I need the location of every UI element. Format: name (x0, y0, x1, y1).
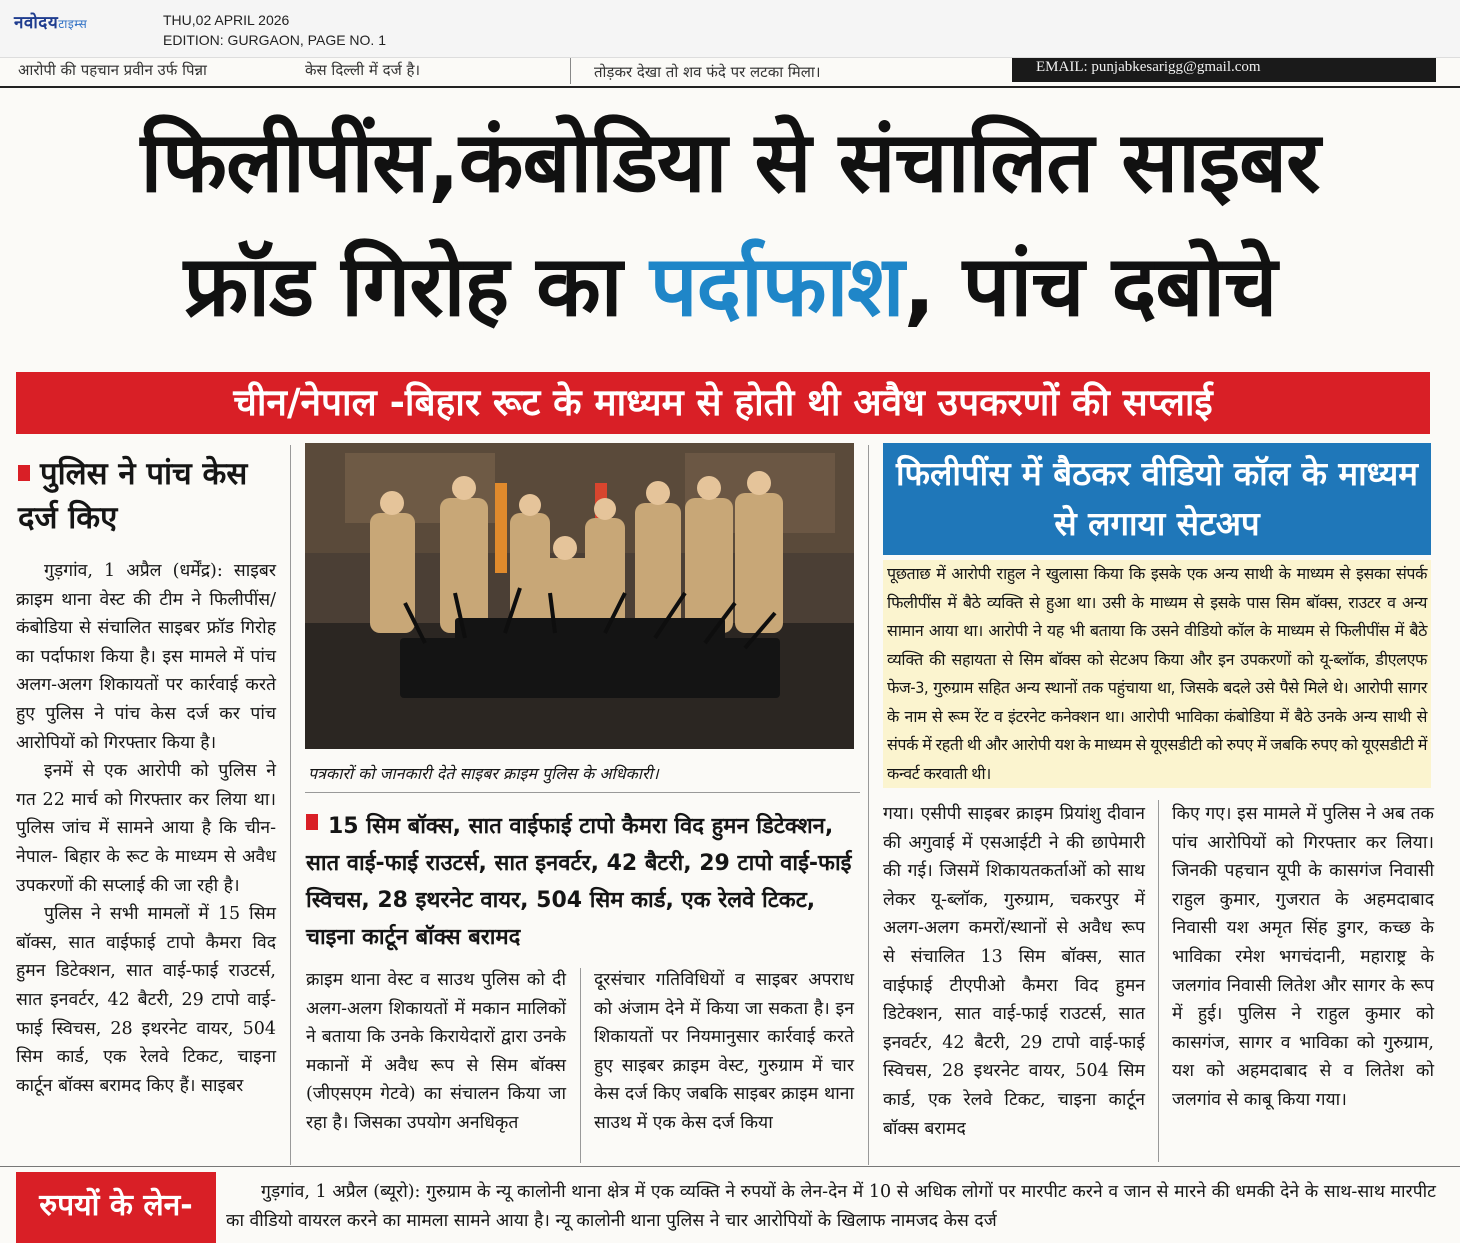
column-divider-1 (290, 445, 291, 1165)
police-officers-photo (305, 443, 854, 749)
caption-rule (305, 792, 860, 793)
headline-line-1: फिलीपींस,कंबोडिया से संचालित साइबर (140, 113, 1320, 211)
right-column-a (883, 800, 1145, 1143)
column-divider-4 (1158, 800, 1159, 1162)
clip-divider (570, 58, 571, 84)
right-col-a-text: गया। एसीपी साइबर क्राइम प्रियांशु दीवान की अगुवाई में एसआईटी ने की छापेमारी की गई। जिसमें शिकायतकर्ताओं को साथ लेकर यू-ब्लॉक, गुरुग्राम, चकरपुर में अलग-अलग कमरों/स्थानों से अवैध रूप से संचालित 13 सिम बॉक्स, सात वाईफाई टीएपीओ कैमरा विद हुमन डिटेक्शन, सात वाई-फाई राउटर्स, सात इनवर्टर, 42 बैटरी, 29 टापो वाई-फाई स्विचस, 28 इथरनेट वायर, 504 सिम कार्ड, एक रेलवे टिकट, चाइना कार्टून बॉक्स बरामद (883, 804, 1145, 1139)
right-col-b-text: किए गए। इस मामले में पुलिस ने अब तक पांच आरोपियों को गिरफ्तार कर लिया। जिनकी पहचान यूपी के कासगंज निवासी राहुल कुमार, गुजरात के अहमदाबाद निवासी यश अमृत सिंह डुगर, कच्छ के भाविका रमेश भगचंदानी, महाराष्ट्र के जलगांव निवासी लितेश और सागर के रूप में हुई। पुलिस ने राहुल कुमार को कासगंज, सागर व भाविका को गुरुग्राम, यश को अहमदाबाद से व लितेश को जलगांव से काबू किया गया। (1172, 804, 1434, 1110)
recovery-subhead (306, 808, 862, 956)
column-divider-2 (580, 968, 581, 1163)
bottom-story-text (226, 1178, 1436, 1236)
edition-date: THU,02 APRIL 2026 (163, 12, 290, 28)
mid-column-a (306, 966, 566, 1138)
left-subhead-text: पुलिस ने पांच केस दर्ज किए (18, 456, 248, 536)
prev-clip-middle: तोड़कर देखा तो शव फंदे पर लटका मिला। (594, 63, 821, 81)
box-text: पूछताछ में आरोपी राहुल ने खुलासा किया कि इसके एक अन्य साथी के माध्यम से इसका संपर्क फिलीपींस में बैठे व्यक्ति से हुआ था। उसी के माध्यम से इसके पास सिम बॉक्स, राउटर व अन्य सामान आया था। आरोपी ने यह भी बताया कि उसने वीडियो कॉल के माध्यम से फिलीपींस में बैठे व्यक्ति की सहायता से सिम बॉक्स को सेटअप किया और इन उपकरणों को यू-ब्लॉक, डीएलएफ फेज-3, गुरुग्राम सहित अन्य स्थानों तक पहुंचाया था, जिसके बदले उसे पैसे मिले थे। आरोपी सागर के नाम से रूम रेंट व इंटरनेट कनेक्शन था। आरोपी भाविका कंबोडिया में बैठे उनके अन्य साथी से संपर्क में रहती थी और आरोपी यश के माध्यम से यूएसडीटी को रुपए में जबकि रुपए को यूएसडीटी में कन्वर्ट करवाती थी। (883, 560, 1431, 788)
mid-col-b-text: दूरसंचार गतिविधियों व साइबर अपराध को अंजाम देने में किया जा सकता है। इन शिकायतों पर नियमानुसार कार्रवाई करते हुए साइबर क्राइम वेस्ट, गुरुग्राम में चार केस दर्ज किए जबकि साइबर क्राइम थाना साउथ में एक केस दर्ज किया (594, 970, 854, 1133)
bottom-rule (0, 1166, 1460, 1167)
headline-line-2 (0, 224, 1460, 348)
news-photo[interactable] (305, 443, 854, 749)
top-rule (0, 86, 1460, 88)
right-column-b (1172, 800, 1434, 1115)
main-headline (0, 100, 1460, 348)
newspaper-logo[interactable] (14, 10, 87, 33)
column-divider-3 (868, 445, 869, 1165)
box-heading: फिलीपींस में बैठकर वीडियो कॉल के माध्यम से लगाया सेटअप (883, 443, 1431, 555)
left-para-2: इनमें से एक आरोपी को पुलिस ने गत 22 मार्च को गिरफ्तार कर लिया था। पुलिस जांच में सामने आया है कि चीन-नेपाल- बिहार के रूट के माध्यम से अवैध उपकरणों की सप्लाई की जा रही है। (16, 761, 276, 896)
bottom-story-title: रुपयों के लेन- (16, 1172, 216, 1243)
headline-line-2-before: फ्रॉड गिरोह का (183, 237, 650, 335)
bottom-story-para: गुड़गांव, 1 अप्रैल (ब्यूरो): गुरुग्राम के न्यू कालोनी थाना क्षेत्र में एक व्यक्ति ने रुपयों के लेन-देन में 10 से अधिक लोगों पर मारपीट करने व जान से मारने की धमकी देने के साथ-साथ मारपीट का वीडियो वायरल करने का मामला सामने आया है। न्यू कालोनी थाना पुलिस ने चार आरोपियों के खिलाफ नामजद केस दर्ज (226, 1182, 1436, 1231)
headline-highlight: पर्दाफाश (649, 237, 904, 335)
mid-column-b (594, 966, 854, 1138)
left-para-3: पुलिस ने सभी मामलों में 15 सिम बॉक्स, सात वाईफाई टापो कैमरा विद हुमन डिटेक्शन, सात वाई-फाई राउटर्स, सात इनवर्टर, 42 बैटरी, 29 टापो वाई-फाई स्विचस, 28 इथरनेट वायर, 504 सिम कार्ड, एक रेलवे टिकट, चाइना कार्टून बॉक्स बरामद किए हैं। साइबर (16, 904, 276, 1096)
subheadline-bar: चीन/नेपाल -बिहार रूट के माध्यम से होती थी अवैध उपकरणों की सप्लाई (16, 372, 1430, 434)
logo-sub: टाइम्स (58, 17, 88, 31)
prev-clip-left-a: आरोपी की पहचान प्रवीन उर्फ पिन्ना (18, 61, 207, 79)
edition-page: EDITION: GURGAON, PAGE NO. 1 (163, 32, 386, 48)
red-bullet-icon (306, 814, 318, 830)
left-para-1: गुड़गांव, 1 अप्रैल (धर्मेंद्र): साइबर क्राइम थाना वेस्ट की टीम ने फिलीपींस/कंबोडिया से संचालित साइबर फ्रॉड गिरोह का पर्दाफाश किया है। इस मामले में पांच अलग-अलग शिकायतों पर कार्रवाई करते हुए पुलिस ने पांच केस दर्ज कर पांच आरोपियों को गिरफ्तार किया है। (16, 561, 276, 753)
recovery-subhead-text: 15 सिम बॉक्स, सात वाईफाई टापो कैमरा विद हुमन डिटेक्शन, सात वाई-फाई राउटर्स, सात इनवर्टर, 42 बैटरी, 29 टापो वाई-फाई स्विचस, 28 इथरनेट वायर, 504 सिम कार्ड, एक रेलवे टिकट, चाइना कार्टून बॉक्स बरामद (306, 814, 852, 950)
mid-col-a-text: क्राइम थाना वेस्ट व साउथ पुलिस को दी अलग-अलग शिकायतों में मकान मालिकों ने बताया कि उनके किरायेदारों द्वारा उनके मकानों में अवैध रूप से सिम बॉक्स (जीएसएम गेटवे) का संचालन किया जा रहा है। जिसका उपयोग अनधिकृत (306, 970, 566, 1133)
logo-main: नवोदय (14, 13, 59, 33)
photo-caption: पत्रकारों को जानकारी देते साइबर क्राइम पुलिस के अधिकारी। (308, 764, 659, 783)
left-subhead (18, 452, 280, 540)
prev-clip-left-b: केस दिल्ली में दर्ज है। (305, 61, 421, 79)
red-bullet-icon (18, 465, 30, 481)
headline-line-2-after: , पांच दबोचे (903, 237, 1277, 335)
email-box: EMAIL: punjabkesarigg@gmail.com (1012, 58, 1436, 82)
left-column-text (16, 557, 276, 1100)
edition-meta (163, 10, 386, 50)
